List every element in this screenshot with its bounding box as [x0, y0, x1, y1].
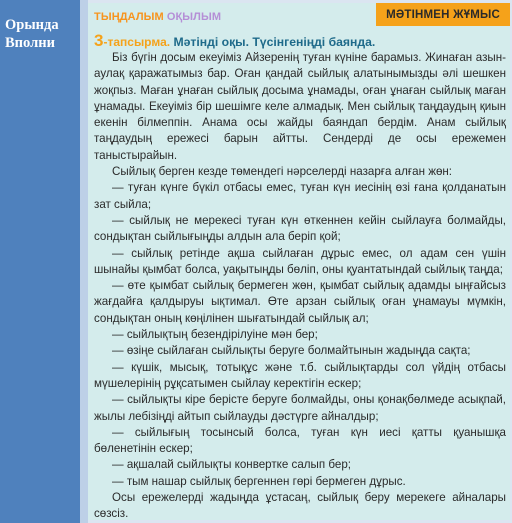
task-title: Мәтінді оқы. Түсінгеніңді баянда. — [173, 35, 376, 49]
list-item: — ақшалай сыйлықты конвертке салып бер; — [112, 458, 352, 472]
list-item: — сыйлық ретінде ақша сыйлаған дұрыс емес, ол адам сен үшін шынайы қымбат болса, уақытыңды бөліп, оны қуантатындай сыйлық таңда; — [94, 246, 506, 276]
tag-reading: ОҚЫЛЫМ — [166, 11, 222, 23]
paragraph-1: Біз бүгін досым екеуіміз Айзеренің туған күніне барамыз. Жинаған азын-аулақ қаражатымыз бар. Оған қандай сыйлық алатынымызды әлі шешкен жоқпыз. Маған ұнаған сыйлық досыма ұнамады, оған ұнаған сыйлық маған ұнамады. Екеуіміз бір шешімге келе алмадық. Мен сыйлық таңдаудың қиын екенін білмеппін. Анама осы жайды баяндап бердім. Анам сыйлық таңдаудың ережесі барын айтты. Сендерді де осы ережемен таныстырайын. — [94, 51, 506, 162]
paragraph-final: Осы ережелерді жадыңда ұстасаң, сыйлық беру мерекеге айналары сөзсіз. — [94, 491, 506, 520]
sidebar — [0, 0, 80, 523]
section-tags — [94, 11, 221, 23]
task-number: 3 — [94, 31, 104, 50]
sidebar-title-ru: Вполни — [5, 35, 55, 51]
paragraph-2: Сыйлық берген кезде төмендегі нәрселерді назарға алған жөн: — [112, 165, 453, 179]
task-label: -тапсырма. — [103, 35, 171, 49]
list-item: — туған күнге бүкіл отбасы емес, туған күн иесінің өзі ғана қолданатын зат сыйла; — [94, 181, 506, 211]
list-item: — сыйлығың тосынсый болса, туған күн иесі қатты қуанышқа бөленетінін ескер; — [94, 425, 506, 456]
task-heading — [94, 33, 506, 50]
list-item: — сыйлықтың безендірілуіне мән бер; — [112, 328, 318, 342]
list-item: — күшік, мысық, тотықұс және т.б. сыйлықтарды сол үйдің отбасы мүшелерінің рұқсатымен сыйлау керектігін ескер; — [94, 360, 506, 390]
divider — [80, 0, 88, 523]
content-header — [94, 8, 506, 30]
list-item: — өзіңе сыйлаған сыйлықты беруге болмайтынын жадыңда сақта; — [112, 344, 471, 358]
list-item: — өте қымбат сыйлық бермеген жөн, қымбат сыйлық адамды ыңғайсыз жағдайға қалдыруы ықтимал. Өте арзан сыйлық оған ұнамауы мүмкін, сондықтан оның көңілінен шығатындай сыйлық ал; — [94, 279, 506, 325]
tag-listening: ТЫҢДАЛЫМ — [94, 11, 164, 23]
list-item: — тым нашар сыйлық бергеннен гөрі бермеген дұрыс. — [112, 474, 406, 488]
content-panel — [88, 3, 510, 520]
text-work-badge: МӘТІНМЕН ЖҰМЫС — [376, 3, 510, 26]
list-item: — сыйлық не мерекесі туған күн өткеннен кейін сыйлауға болмайды, сондықтан сыйлығыңды алдын ала беріп қой; — [94, 213, 506, 244]
list-item: — сыйлықты кіре берісте беруге болмайды, оны қонақбөлмеде асықпай, жылы лебізіңді айтып сыйлауды дәстүрге айналдыр; — [94, 393, 506, 423]
sidebar-title-kz: Орында — [5, 17, 59, 33]
